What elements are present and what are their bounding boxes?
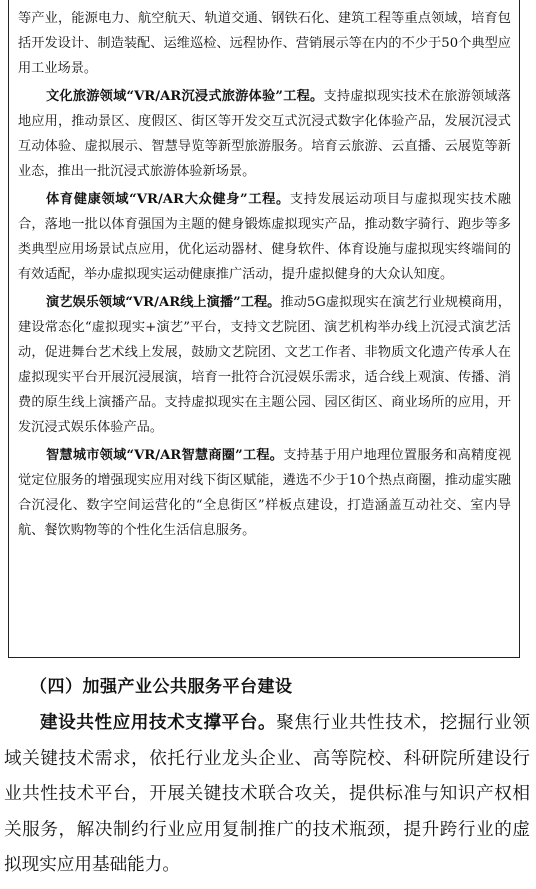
section-paragraph xyxy=(4,705,530,884)
section-paragraph-text: 聚焦行业共性技术，挖掘行业领域关键技术需求，依托行业龙头企业、高等院校、科研院所建设行业共性技术平台，开展关键技术联合攻关，提供标准与知识产权相关服务，解决制约行业应用复制推广的技术瓶颈，提升跨行业的虚拟现实应用基础能力。 xyxy=(4,713,530,875)
box-paragraph-performing-arts-title: 演艺娱乐领域“VR/AR线上演播”工程。 xyxy=(46,295,281,310)
boxed-projects xyxy=(8,0,520,658)
box-paragraph-smart-city-text: 支持基于用户地理位置服务和高精度视觉定位服务的增强现实应用对线下街区赋能，遴选不少于10个热点商圈，推动虚实融合沉浸化、数字空间运营化的“全息街区”样板点建设，打造涵盖互动社交、室内导航、餐饮购物等的个性化生活信息服务。 xyxy=(18,448,512,538)
box-paragraph-performing-arts xyxy=(18,290,511,440)
section-paragraph-title: 建设共性应用技术支撑平台。 xyxy=(40,712,277,733)
box-paragraph-tourism-title: 文化旅游领域“VR/AR沉浸式旅游体验”工程。 xyxy=(46,89,324,104)
box-paragraph-tourism xyxy=(18,84,511,184)
box-paragraph-industry xyxy=(18,6,511,81)
box-paragraph-smart-city-title: 智慧城市领域“VR/AR智慧商圈”工程。 xyxy=(46,448,284,463)
box-paragraph-tourism-text: 支持虚拟现实技术在旅游领域落地应用，推动景区、度假区、街区等开发交互式沉浸式数字化体验产品，发展沉浸式互动体验、虚拟展示、智慧导览等新型旅游服务。培育云旅游、云直播、云展览等新业态，推出一批沉浸式旅游体验新场景。 xyxy=(18,89,511,179)
box-paragraph-sports xyxy=(18,187,511,287)
box-paragraph-sports-title: 体育健康领域“VR/AR大众健身”工程。 xyxy=(46,192,290,207)
box-paragraph-sports-text: 支持发展运动项目与虚拟现实技术融合，落地一批以体育强国为主题的健身锻炼虚拟现实产品，推动数字骑行、跑步等多类典型应用场景试点应用，优化运动器材、健身软件、体育设施与虚拟现实终端间的有效适配，举办虚拟现实运动健康推广活动，提升虚拟健身的大众认知度。 xyxy=(18,192,511,282)
box-paragraph-performing-arts-text: 推动5G虚拟现实在演艺行业规模商用，建设常态化“虚拟现实+演艺”平台，支持文艺院团、演艺机构举办线上沉浸式演艺活动，促进舞台艺术线上发展，鼓励文艺院团、文艺工作者、非物质文化遗产传承人在虚拟现实平台开展沉浸展演，培育一批符合沉浸娱乐需求，适合线上观演、传播、消费的原生线上演播产品。支持虚拟现实在主题公园、园区街区、商业场所的应用，开发沉浸式娱乐体验产品。 xyxy=(18,295,511,435)
box-paragraph-smart-city xyxy=(18,443,511,543)
section-heading: （四）加强产业公共服务平台建设 xyxy=(30,677,293,697)
box-paragraph-industry-text: 等产业，能源电力、航空航天、轨道交通、钢铁石化、建筑工程等重点领域，培育包括开发设计、制造装配、运维巡检、远程协作、营销展示等在内的不少于50个典型应用工业场景。 xyxy=(18,11,511,76)
